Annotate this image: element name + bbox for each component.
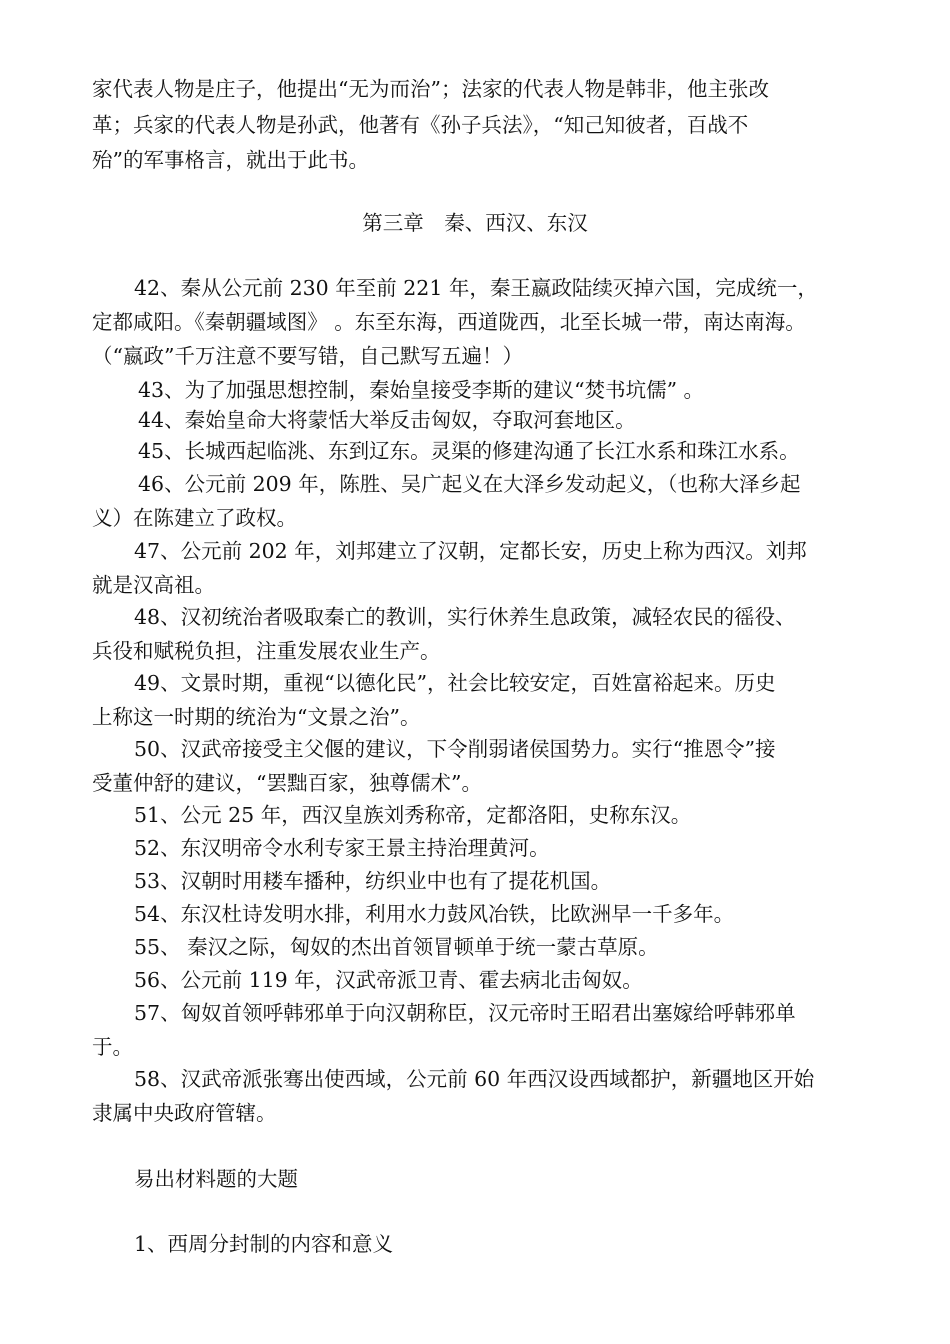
paragraph-line: 52、东汉明帝令水利专家王景主持治理黄河。 [134,836,550,860]
paragraph-line: 47、公元前 202 年，刘邦建立了汉朝，定都长安，历史上称为西汉。刘邦 [134,539,807,563]
paragraph-line: 46、公元前 209 年，陈胜、吴广起义在大泽乡发动起义，（也称大泽乡起 [138,472,801,496]
paragraph-line: 43、为了加强思想控制，秦始皇接受李斯的建议“焚书坑儒” 。 [138,378,705,402]
paragraph-line: 53、汉朝时用耧车播种，纺织业中也有了提花机国。 [134,869,612,893]
paragraph-line: 51、公元 25 年，西汉皇族刘秀称帝，定都洛阳，史称东汉。 [134,803,692,827]
paragraph-line: 54、东汉杜诗发明水排，利用水力鼓风冶铁，比欧洲早一千多年。 [134,902,735,926]
intro-line-2: 革；兵家的代表人物是孙武，他著有《孙子兵法》，“知己知彼者，百战不 [92,113,749,137]
paragraph-line: 57、匈奴首领呼韩邪单于向汉朝称臣，汉元帝时王昭君出塞嫁给呼韩邪单 [134,1001,796,1025]
paragraph-line: 上称这一时期的统治为“文景之治”。 [92,705,421,729]
paragraph-line: 定都咸阳。《秦朝疆域图》 。东至东海，西道陇西，北至长城一带，南达南海。 [92,310,806,334]
paragraph-line: 受董仲舒的建议，“罢黜百家，独尊儒术”。 [92,771,482,795]
paragraph-line: 56、公元前 119 年，汉武帝派卫青、霍去病北击匈奴。 [134,968,643,992]
paragraph-line: 49、文景时期，重视“以德化民”，社会比较安定，百姓富裕起来。历史 [134,671,776,695]
paragraph-line: 义）在陈建立了政权。 [92,506,297,530]
paragraph-line: 45、长城西起临洮、东到辽东。灵渠的修建沟通了长江水系和珠江水系。 [138,439,800,463]
paragraph-line: 42、秦从公元前 230 年至前 221 年，秦王嬴政陆续灭掉六国，完成统一， [134,276,818,300]
intro-line-3: 殆”的军事格言，就出于此书。 [92,148,369,172]
paragraph-line: 兵役和赋税负担，注重发展农业生产。 [92,639,441,663]
chapter-title: 第三章 秦、西汉、东汉 [362,211,588,235]
section-title: 易出材料题的大题 [134,1167,298,1191]
paragraph-line: 于。 [92,1035,133,1059]
question-item: 1、西周分封制的内容和意义 [134,1232,394,1256]
paragraph-line: 就是汉高祖。 [92,573,215,597]
paragraph-line: 55、 秦汉之际，匈奴的杰出首领冒顿单于统一蒙古草原。 [134,935,659,959]
paragraph-line: 58、汉武帝派张骞出使西域，公元前 60 年西汉设西域都护，新疆地区开始 [134,1067,815,1091]
paragraph-line: 50、汉武帝接受主父偃的建议，下令削弱诸侯国势力。实行“推恩令”接 [134,737,776,761]
paragraph-line: （“嬴政”千万注意不要写错，自己默写五遍！） [92,344,523,368]
paragraph-line: 48、汉初统治者吸取秦亡的教训，实行休养生息政策，减轻农民的徭役、 [134,605,796,629]
paragraph-line: 44、秦始皇命大将蒙恬大举反击匈奴，夺取河套地区。 [138,408,636,432]
intro-line-1: 家代表人物是庄子，他提出“无为而治”；法家的代表人物是韩非，他主张改 [92,77,769,101]
paragraph-line: 隶属中央政府管辖。 [92,1101,277,1125]
